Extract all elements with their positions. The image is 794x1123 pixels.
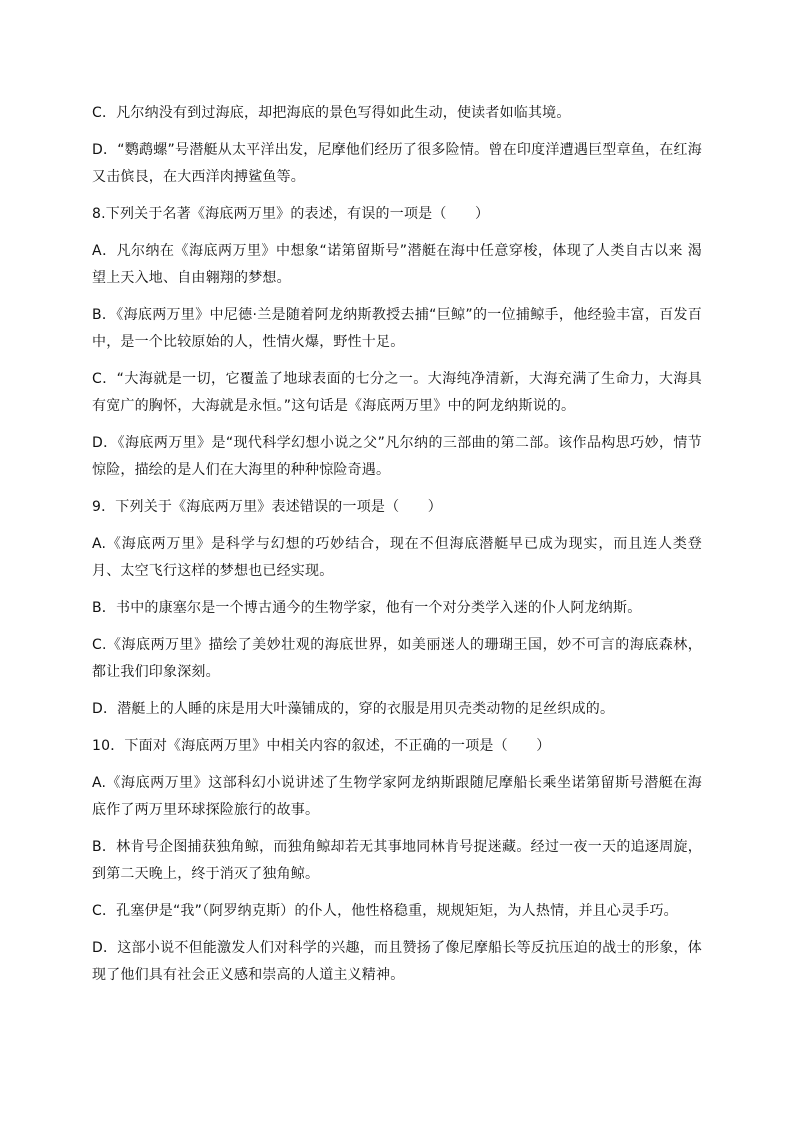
option-c-q9: C.《海底两万里》描绘了美妙壮观的海底世界，如美丽迷人的珊瑚王国，妙不可言的海底森林，都让我们印象深刻。	[92, 637, 702, 680]
option-a-q10: A.《海底两万里》这部科幻小说讲述了生物学家阿龙纳斯跟随尼摩船长乘坐诺第留斯号潜艇在海底作了两万里环球探险旅行的故事。	[92, 775, 702, 818]
option-c-q7: C．凡尔纳没有到过海底，却把海底的景色写得如此生动，使读者如临其境。	[92, 105, 571, 121]
question-9: 9．下列关于《海底两万里》表述错误的一项是（ ）	[92, 499, 442, 515]
option-b-q8: B．《海底两万里》中尼德·兰是随着阿龙纳斯教授去捕“巨鲸”的一位捕鲸手，他经验丰富，百发百中，是一个比较原始的人，性情火爆，野性十足。	[92, 307, 702, 350]
question-8: 8.下列关于名著《海底两万里》的表述，有误的一项是（ ）	[92, 206, 490, 222]
option-b-q10: B．林肯号企图捕获独角鲸，而独角鲸却若无其事地同林肯号捉迷藏。经过一夜一天的追逐周旋，到第二天晚上，终于消灭了独角鲸。	[92, 839, 702, 882]
option-b-q9: B．书中的康塞尔是一个博古通今的生物学家，他有一个对分类学入迷的仆人阿龙纳斯。	[92, 600, 642, 616]
option-d-q10: D．这部小说不但能激发人们对科学的兴趣，而且赞扬了像尼摩船长等反抗压迫的战士的形象，体现了他们具有社会正义感和崇高的人道主义精神。	[92, 940, 702, 983]
option-a-q8: A．凡尔纳在《海底两万里》中想象“诺第留斯号”潜艇在海中任意穿梭，体现了人类自古以来 渴望上天入地、自由翱翔的梦想。	[92, 243, 702, 286]
option-d-q8: D．《海底两万里》是“现代科学幻想小说之父”凡尔纳的三部曲的第二部。该作品构思巧妙，情节惊险，描绘的是人们在大海里的种种惊险奇遇。	[92, 435, 702, 478]
question-10: 10．下面对《海底两万里》中相关内容的叙述，不正确的一项是（ ）	[92, 738, 551, 754]
option-d-q9: D．潜艇上的人睡的床是用大叶藻铺成的，穿的衣服是用贝壳类动物的足丝织成的。	[92, 701, 615, 717]
option-a-q9: A.《海底两万里》是科学与幻想的巧妙结合，现在不但海底潜艇早已成为现实，而且连人类登月、太空飞行这样的梦想也已经实现。	[92, 536, 702, 579]
document-content	[92, 100, 702, 999]
option-c-q10: C．孔塞伊是“我”（阿罗纳克斯）的仆人，他性格稳重，规规矩矩，为人热情，并且心灵手巧。	[92, 903, 678, 919]
option-c-q8: C．“大海就是一切，它覆盖了地球表面的七分之一。大海纯净清新，大海充满了生命力，大海具有宽广的胸怀，大海就是永恒。”这句话是《海底两万里》中的阿龙纳斯说的。	[92, 371, 702, 414]
option-d-q7: D．“鹦鹉螺”号潜艇从太平洋出发，尼摩他们经历了很多险情。曾在印度洋遭遇巨型章鱼，在红海又击傧艮，在大西洋肉搏鲨鱼等。	[92, 142, 702, 185]
